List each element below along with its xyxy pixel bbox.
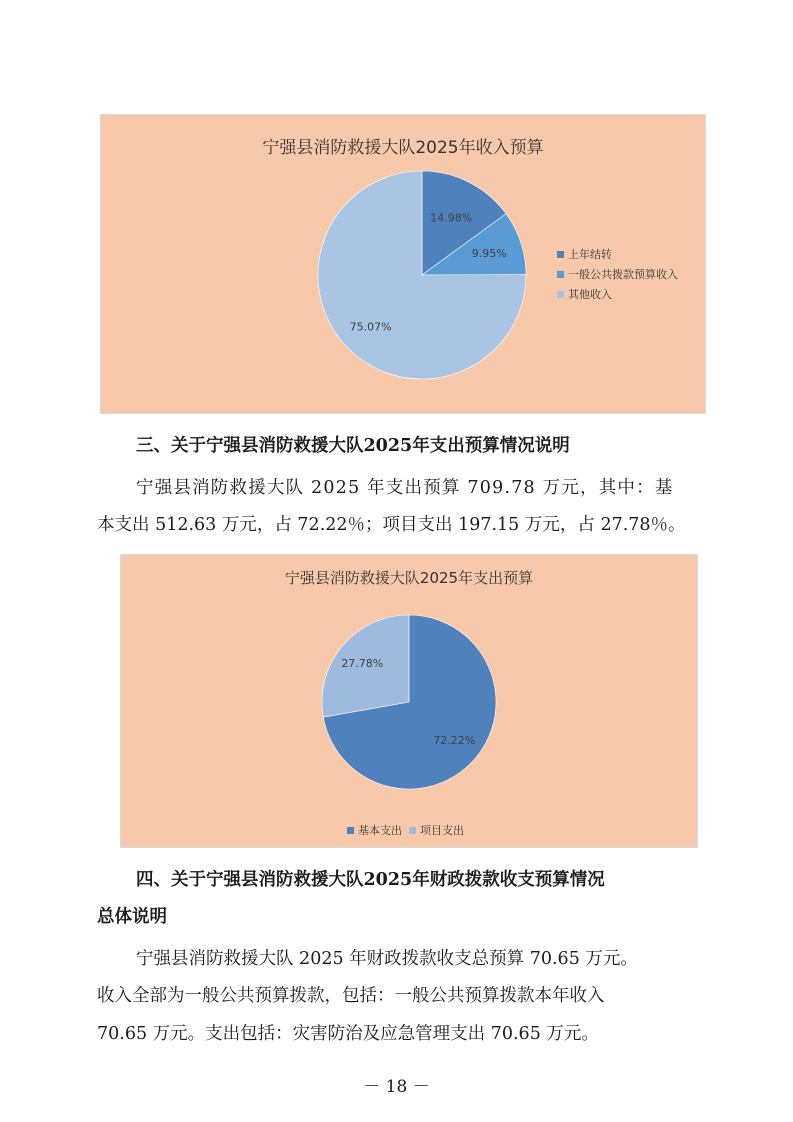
page-number: － 18 －: [363, 1077, 430, 1097]
section4-heading-line1: 四、关于宁强县消防救援大队2025年财政拨款收支预算情况: [136, 870, 605, 890]
expense-legend-label-2: 项目支出: [420, 824, 464, 837]
income-chart-title: 宁强县消防救援大队2025年收入预算: [262, 138, 544, 158]
section3-line2: 本支出 512.63 万元，占 72.22％；项目支出 197.15 万元，占 27.78％。: [97, 515, 686, 535]
section4-line3: 70.65 万元。支出包括：灾害防治及应急管理支出 70.65 万元。: [97, 1024, 599, 1044]
expense-pie-svg: [121, 555, 699, 849]
income-pie-svg: [101, 115, 707, 415]
income-legend-swatch-3: [557, 291, 564, 298]
income-legend-label-1: 上年结转: [568, 248, 612, 261]
income-slice-label-3: 75.07%: [349, 320, 392, 334]
section4-heading-line2: 总体说明: [97, 907, 167, 927]
expense-slice-label-2: 27.78%: [341, 656, 384, 670]
expense-slice-label-1: 72.22%: [433, 734, 476, 747]
income-legend-label-2: 一般公共拨款预算收入: [568, 268, 678, 281]
expense-legend-swatch-1: [347, 827, 354, 834]
section3-line1: 宁强县消防救援大队 2025 年支出预算 709.78 万元，其中：基: [136, 478, 674, 498]
expense-chart-title: 宁强县消防救援大队2025年支出预算: [284, 569, 534, 587]
section4-line1: 宁强县消防救援大队 2025 年财政拨款收支总预算 70.65 万元。: [136, 949, 638, 969]
expense-legend-label-1: 基本支出: [358, 824, 402, 837]
income-slice-label-1: 14.98%: [430, 211, 473, 225]
expense-legend-swatch-2: [409, 827, 416, 834]
income-legend-swatch-1: [557, 251, 564, 258]
income-budget-chart: [100, 114, 706, 414]
section3-heading: 三、关于宁强县消防救援大队2025年支出预算情况说明: [136, 436, 570, 456]
income-legend-swatch-2: [557, 271, 564, 278]
income-legend-label-3: 其他收入: [568, 288, 612, 301]
income-slice-label-2: 9.95%: [471, 247, 507, 260]
expense-budget-chart: [120, 554, 698, 848]
section4-line2: 收入全部为一般公共预算拨款，包括：一般公共预算拨款本年收入: [97, 986, 605, 1006]
